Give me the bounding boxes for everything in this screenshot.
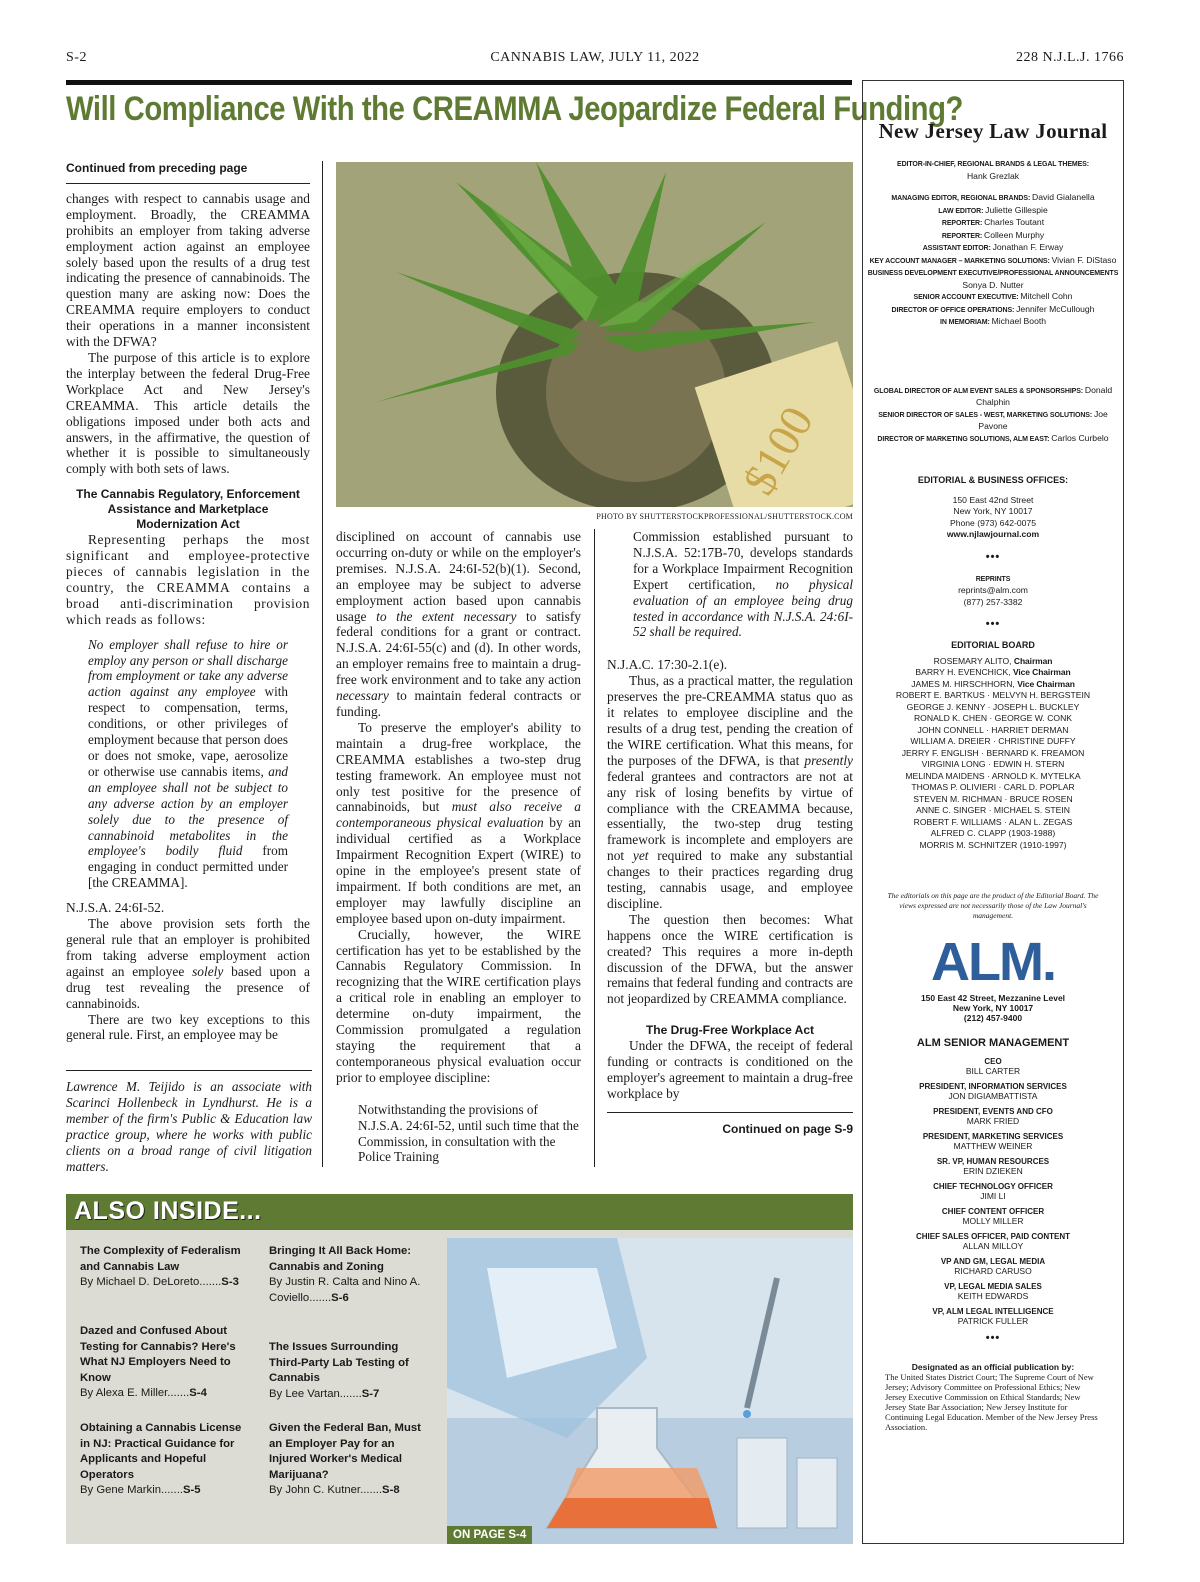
page-number: S-2 xyxy=(66,50,87,65)
staff-title: REPORTER: xyxy=(941,232,984,240)
paragraph: Representing perhaps the most significant and employee-protective pieces of cannabis legislation in the country, the CREAMMA contains a broad anti-discrimination provision which reads as follows: xyxy=(66,532,310,627)
staff-line xyxy=(863,304,1123,317)
management-name: KEITH EDWARDS xyxy=(957,1291,1029,1301)
board-member xyxy=(863,817,1123,829)
staff-title: REPORTER: xyxy=(941,220,985,227)
staff-name: Carlos Curbelo xyxy=(1051,432,1109,443)
paragraph: Thus, as a practical matter, the regulation preserves the pre-CREAMMA status quo as it relates to employee discipline and the results of a drug test, pending the creation of the WIRE certification. What this means, for the purposes of the DFWA, is that presently federal grantees and contractors are not at any risk of losing benefits by virtue of compliance with the CREAMMA because, essentially, the two-step drug testing framework is incomplete and employers are not yet required to make any substantial changes to their practices regarding drug testing, cannabis usage, and employee discipline. xyxy=(607,673,853,911)
board-name: JAMES M. HIRSCHHORN, xyxy=(911,678,1018,689)
management-name: BILL CARTER xyxy=(965,1066,1021,1076)
alm-address xyxy=(863,993,1123,1023)
staff-block: EDITOR-IN-CHIEF, REGIONAL BRANDS & LEGAL THEMES: Hank Grezlak xyxy=(897,161,1089,181)
board-member xyxy=(863,828,1123,840)
page-ref: S-5 xyxy=(182,1484,201,1497)
board-member xyxy=(863,771,1123,783)
management-title-line: PRESIDENT, EVENTS AND CFO xyxy=(933,1107,1053,1116)
address-line: New York, NY 10017 xyxy=(952,1003,1034,1013)
also-inside-byline xyxy=(80,1275,243,1291)
sales-staff-list xyxy=(863,385,1123,446)
management-title-line: VP, ALM LEGAL INTELLIGENCE xyxy=(932,1307,1054,1316)
block-quote: Notwithstanding the provisions of N.J.S.A. 24:6I-52, until such time that the Commission, in consultation with the Police Training xyxy=(358,1101,579,1165)
staff-title: DIRECTOR OF OFFICE OPERATIONS: xyxy=(891,306,1017,314)
photo-credit: PHOTO BY SHUTTERSTOCKPROFESSIONAL/SHUTTERSTOCK.COM xyxy=(596,512,853,521)
also-inside-byline xyxy=(269,1275,432,1306)
management-title-line: VP AND GM, LEGAL MEDIA xyxy=(940,1257,1046,1266)
staff-line xyxy=(863,316,1123,329)
also-inside-item[interactable] xyxy=(80,1244,243,1291)
staff-line xyxy=(863,291,1123,304)
staff-line xyxy=(863,255,1123,268)
author: By Justin R. Calta and Nino A. Coviello xyxy=(269,1276,421,1304)
staff-title: GLOBAL DIRECTOR OF ALM EVENT SALES & SPONSORSHIPS: xyxy=(873,387,1085,395)
alm-logo: ALM. xyxy=(931,932,1055,992)
page-ref: S-8 xyxy=(382,1484,400,1497)
board-name: ROBERT E. BARTKUS · MELVYN H. BERGSTEIN xyxy=(895,690,1091,700)
dot-leader: ....... xyxy=(360,1484,383,1497)
column-divider xyxy=(322,161,323,1167)
paragraph: The purpose of this article is to explore the interplay between the federal Drug-Free Workplace Act and New Jersey's CREAMMA. This article details the obligations imposed under both acts and answers, in the affirmative, the question of whether it is possible to simultaneously comply with both sets of laws. xyxy=(66,349,310,477)
board-name: MORRIS M. SCHNITZER (1910-1997) xyxy=(919,839,1067,850)
page-ref: S-7 xyxy=(361,1387,380,1400)
board-member xyxy=(863,656,1123,668)
board-name: JOHN CONNELL · HARRIET DERMAN xyxy=(917,724,1069,735)
staff-name: Donald Chalphin xyxy=(976,384,1113,407)
board-name: ALFRED C. CLAPP (1903-1988) xyxy=(930,828,1056,838)
management-name: PATRICK FULLER xyxy=(957,1316,1029,1326)
staff-title: SENIOR DIRECTOR OF SALES - WEST, MARKETING SOLUTIONS: xyxy=(878,411,1094,419)
on-page-tag: ON PAGE S-4 xyxy=(447,1526,532,1544)
board-member xyxy=(863,702,1123,714)
staff-name: Michael Booth xyxy=(991,316,1047,326)
board-name: MELINDA MAIDENS · ARNOLD K. MYTELKA xyxy=(905,770,1081,781)
staff-block: BUSINESS DEVELOPMENT EXECUTIVE/PROFESSIONAL ANNOUNCEMENTS Sonya D. Nutter xyxy=(867,270,1119,290)
staff-name: David Gialanella xyxy=(1032,192,1095,202)
board-name: ROSEMARY ALITO, xyxy=(933,655,1014,666)
staff-line xyxy=(863,192,1123,205)
management-name: JIMI LI xyxy=(980,1191,1006,1201)
paragraph: The above provision sets forth the general rule that an employer is prohibited from taking adverse employment action against an employee solely based upon a drug test revealing the presence of cannabinoids. xyxy=(66,916,310,1011)
also-inside-title: The Complexity of Federalism and Cannabis Law xyxy=(80,1245,241,1273)
reprints-block: REPRINTS reprints@alm.com (877) 257-3382 xyxy=(863,573,1123,609)
also-inside-panel xyxy=(66,1194,853,1544)
top-rule xyxy=(66,80,852,85)
board-member xyxy=(863,759,1123,771)
staff-line xyxy=(863,409,1123,433)
separator-dots: ••• xyxy=(985,1332,1001,1344)
management-title-line: PRESIDENT, INFORMATION SERVICES xyxy=(919,1082,1067,1091)
management-name: ERIN DZIEKEN xyxy=(963,1166,1023,1176)
address-line: 150 East 42 Street, Mezzanine Level xyxy=(920,993,1066,1003)
dot-leader: ....... xyxy=(339,1387,362,1400)
also-inside-byline xyxy=(269,1387,432,1403)
board-name: STEVEN M. RICHMAN · BRUCE ROSEN xyxy=(913,793,1073,804)
also-inside-item[interactable] xyxy=(269,1244,432,1306)
dot-leader: ....... xyxy=(309,1291,332,1304)
also-inside-item[interactable] xyxy=(269,1421,432,1499)
board-role: Chairman xyxy=(1013,655,1053,666)
staff-name: Colleen Murphy xyxy=(983,229,1045,240)
staff-line xyxy=(863,217,1123,230)
board-name: ROBERT F. WILLIAMS · ALAN L. ZEGAS xyxy=(913,816,1073,827)
block-quote: No employer shall refuse to hire or employ any person or shall discharge from employment or take any adverse action against any employee with respect to compensation, terms, conditions, or other privileges of employment because that person does or does not smoke, vape, aerosolize or otherwise use cannabis items, and an employee shall not be subject to any adverse action by an employer solely due to the presence of cannabinoid metabolites in the employee's bodily fluid from engaging in conduct permitted under [the CREAMMA]. xyxy=(88,636,288,891)
staff-title: IN MEMORIAM: xyxy=(939,319,992,326)
board-member xyxy=(863,736,1123,748)
article-headline: Will Compliance With the CREAMMA Jeopardize Federal Funding? xyxy=(66,90,963,128)
paragraph: The question then becomes: What happens once the WIRE certification is created? This requires a more in-depth discussion of the DFWA, but the answer remains that federal funding and contracts are not jeopardized by CREAMMA compliance. xyxy=(607,911,853,1007)
paragraph: Under the DFWA, the receipt of federal funding or contracts is conditioned on the employer's agreement to maintain a drug-free workplace by xyxy=(607,1038,853,1101)
board-member xyxy=(863,667,1123,679)
management-title-line: CHIEF CONTENT OFFICER xyxy=(941,1207,1045,1216)
staff-line xyxy=(863,385,1123,409)
board-member xyxy=(863,690,1123,702)
author: By Lee Vartan xyxy=(269,1387,340,1400)
article-column-3 xyxy=(607,529,853,1138)
author: By John C. Kutner xyxy=(269,1484,361,1497)
board-role: Vice Chairman xyxy=(1017,678,1075,689)
board-name: VIRGINIA LONG · EDWIN H. STERN xyxy=(921,759,1065,769)
board-member xyxy=(863,748,1123,760)
staff-name: Jonathan F. Erway xyxy=(992,242,1064,252)
board-name: ANNE C. SINGER · MICHAEL S. STEIN xyxy=(916,805,1070,815)
management-title: ALM SENIOR MANAGEMENT xyxy=(916,1037,1070,1049)
masthead-sidebar xyxy=(862,80,1124,1544)
page-ref: S-4 xyxy=(189,1387,207,1400)
paragraph: Crucially, however, the WIRE certification has yet to be established by the Cannabis Regulatory Commission. In recognizing that the WIRE certification plays a critical role in enabling an employer to determine on-duty impairment, the Commission promulgated a regulation staying the requirement that a contemporaneous physical evaluation occur prior to employee discipline: xyxy=(336,926,581,1085)
also-inside-title: Given the Federal Ban, Must an Employer Pay for an Injured Worker's Medical Marijuana? xyxy=(269,1422,421,1481)
also-inside-byline xyxy=(269,1483,432,1499)
section-subhead: The Cannabis Regulatory, Enforcement Assistance and Marketplace Modernization Act xyxy=(76,487,300,532)
board-name: RONALD K. CHEN · GEORGE W. CONK xyxy=(913,713,1073,723)
staff-line xyxy=(863,242,1123,255)
author: By Michael D. DeLoreto xyxy=(80,1276,200,1289)
reprints-phone: (877) 257-3382 xyxy=(963,596,1023,607)
svg-text:$100: $100 xyxy=(732,397,823,503)
citation: 228 N.J.L.J. 1766 xyxy=(1015,50,1124,65)
board-role: Vice Chairman xyxy=(1012,667,1071,677)
management-name: ALLAN MILLOY xyxy=(962,1241,1024,1251)
citation-line: N.J.A.C. 17:30-2.1(e). xyxy=(607,657,728,673)
board-name: THOMAS P. OLIVIERI · CARL D. POPLAR xyxy=(911,782,1075,792)
board-member xyxy=(863,840,1123,852)
management-name: MARK FRIED xyxy=(966,1116,1020,1126)
continued-on[interactable]: Continued on page S-9 xyxy=(607,1112,853,1138)
also-inside-title: Bringing It All Back Home: Cannabis and Zoning xyxy=(269,1245,412,1273)
also-inside-item[interactable] xyxy=(80,1421,243,1499)
page-ref: S-3 xyxy=(221,1276,239,1289)
issue-date: CANNABIS LAW, JULY 11, 2022 xyxy=(490,50,700,65)
offices-block: EDITORIAL & BUSINESS OFFICES: 150 East 42nd Street New York, NY 10017 Phone (973) 642-0075 www.njlawjournal.com xyxy=(863,475,1123,541)
staff-title: KEY ACCOUNT MANAGER – MARKETING SOLUTIONS: xyxy=(869,257,1052,265)
also-inside-title: Obtaining a Cannabis License in NJ: Practical Guidance for Applicants and Hopeful Operators xyxy=(80,1422,242,1481)
staff-title: MANAGING EDITOR, REGIONAL BRANDS: xyxy=(891,195,1033,202)
author: By Alexa E. Miller xyxy=(80,1387,168,1400)
running-header xyxy=(66,50,1124,68)
board-member xyxy=(863,725,1123,737)
article-column-2 xyxy=(336,529,581,1165)
paragraph: changes with respect to cannabis usage and employment. Broadly, the CREAMMA prohibits an employer from taking adverse employment action against an employee solely based upon the results of a drug test indicating the presence of cannabinoids. The question many are asking now: Does the CREAMMA require employers to conduct their operations in a manner inconsistent with the DFWA? xyxy=(66,190,310,350)
office-line: 150 East 42nd Street xyxy=(952,494,1034,505)
also-inside-byline xyxy=(80,1483,243,1499)
website-link[interactable]: www.njlawjournal.com xyxy=(946,529,1040,539)
board-name: GEORGE J. KENNY · JOSEPH L. BUCKLEY xyxy=(906,701,1080,712)
editorial-disclaimer: The editorials on this page are the product of the Editorial Board. The views expressed are not necessarily those of the Law Journal's management. xyxy=(887,891,1099,920)
staff-title: SENIOR ACCOUNT EXECUTIVE: xyxy=(913,294,1021,301)
management-title-line: CEO xyxy=(984,1057,1002,1066)
lab-testing-photo xyxy=(447,1238,853,1544)
reprints-email[interactable]: reprints@alm.com xyxy=(958,585,1028,595)
staff-name: Joe Pavone xyxy=(978,408,1108,431)
staff-line xyxy=(863,230,1123,243)
management-title-line: SR. VP, HUMAN RESOURCES xyxy=(936,1157,1050,1166)
board-name: WILLIAM A. DREIER · CHRISTINE DUFFY xyxy=(910,736,1076,746)
also-inside-item[interactable] xyxy=(269,1340,432,1402)
paragraph: To preserve the employer's ability to maintain a drug-free workplace, the CREAMMA establishes a two-step drug testing framework. An employee must not only test positive for the presence of cannabinoids, but must also receive a contemporaneous physical evaluation by an individual certified as a Workplace Impairment Recognition Expert (WIRE) to opine in the employee's present state of impairment. If both conditions are met, an employer may lawfully discipline an employee based upon on-duty impairment. xyxy=(336,719,581,926)
board-member xyxy=(863,782,1123,794)
publication-masthead: New Jersey Law Journal xyxy=(878,119,1108,143)
also-inside-banner: ALSO INSIDE... xyxy=(66,1194,853,1230)
management-name: MATTHEW WEINER xyxy=(953,1141,1033,1151)
page-ref: S-6 xyxy=(331,1291,349,1304)
paragraph: There are two key exceptions to this general rule. First, an employee may be xyxy=(66,1011,310,1043)
also-inside-title: Dazed and Confused About Testing for Cannabis? Here's What NJ Employers Need to Know xyxy=(80,1325,236,1384)
board-name: BARRY H. EVENCHICK, xyxy=(915,667,1013,677)
designated-text: The United States District Court; The Supreme Court of New Jersey; Advisory Committee on Professional Ethics; New Jersey Executive Commission on Ethical Standards; New Jersey State Bar Association; New Jersey Institute for Continuing Legal Education. Member of the New Jersey Press Association. xyxy=(885,1372,1098,1432)
dot-leader: ....... xyxy=(199,1276,222,1289)
board-name: JERRY F. ENGLISH · BERNARD K. FREAMON xyxy=(901,747,1085,758)
editorial-board: EDITORIAL BOARD ROSEMARY ALITO, Chairman BARRY H. EVENCHICK, Vice Chairman JAMES M. HIRSCHHORN, Vice Chairman ROBERT E. BARTKUS · MELVYN H. BERGSTEIN GEORGE J. KENNY · JOSEPH L. BUCKLEY RONALD K. CHEN · GEORGE W. CONK JOHN CONNELL · HARRIET DERMAN WILLIAM A. DREIER · CHRISTINE DUFFY JERRY F. ENGLISH · BERNARD K. FREAMON VIRGINIA LONG · EDWIN H. STERN MELINDA MAIDENS · ARNOLD K. MYTELKA THOMAS P. OLIVIERI · CARL D. POPLAR STEVEN M. RICHMAN · BRUCE ROSEN ANNE C. SINGER · MICHAEL S. STEIN ROBERT F. WILLIAMS · ALAN L. ZEGAS ALFRED C. CLAPP (1903-1988) MORRIS M. SCHNITZER (1910-1997) xyxy=(863,640,1123,851)
staff-title: DIRECTOR OF MARKETING SOLUTIONS, ALM EAST: xyxy=(877,435,1052,443)
staff-name: Vivian F. DiStaso xyxy=(1051,254,1117,265)
continued-from: Continued from preceding page xyxy=(66,161,310,184)
staff-name: Jennifer McCullough xyxy=(1016,303,1095,314)
management-title-line: CHIEF SALES OFFICER, PAID CONTENT xyxy=(915,1232,1071,1241)
author-bio: Lawrence M. Teijido is an associate with Scarinci Hollenbeck in Lyndhurst. He is a member of the firm's Public & Education law practice group, where he works with public clients on a broad range of civil litigation matters. xyxy=(66,1070,312,1174)
staff-title: ASSISTANT EDITOR: xyxy=(922,245,993,252)
staff-title: LAW EDITOR: xyxy=(938,207,986,215)
management-name: JON DIGIAMBATTISTA xyxy=(948,1091,1038,1101)
staff-list xyxy=(863,192,1123,267)
dot-leader: ....... xyxy=(161,1484,183,1497)
staff-name: Mitchell Cohn xyxy=(1020,291,1073,301)
cannabis-money-photo xyxy=(336,162,853,507)
management-name: MOLLY MILLER xyxy=(962,1216,1024,1226)
block-quote: Commission established pursuant to N.J.S.A. 52:17B-70, develops standards for a Workplace Impairment Recognition Expert certification, no physical evaluation of an employee being drug tested in accordance with N.J.S.A. 24:6I-52 shall be required. xyxy=(633,529,853,640)
management-list xyxy=(863,1057,1123,1326)
office-line: Phone (973) 642-0075 xyxy=(949,517,1036,528)
office-line: New York, NY 10017 xyxy=(953,506,1033,516)
staff-list xyxy=(863,291,1123,329)
column-divider xyxy=(594,529,595,1167)
dot-leader: ....... xyxy=(167,1387,190,1400)
citation-line: N.J.S.A. 24:6I-52. xyxy=(66,900,165,916)
board-member xyxy=(863,713,1123,725)
also-inside-title: The Issues Surrounding Third-Party Lab Testing of Cannabis xyxy=(269,1341,409,1385)
article-column-1 xyxy=(66,161,310,1043)
staff-name: Juliette Gillespie xyxy=(985,204,1048,215)
separator-dots: ••• xyxy=(985,550,1001,563)
author: By Gene Markin xyxy=(80,1484,161,1497)
also-inside-byline xyxy=(80,1386,243,1402)
management-title-line: CHIEF TECHNOLOGY OFFICER xyxy=(933,1182,1053,1191)
staff-line xyxy=(863,433,1123,446)
staff-name: Charles Toutant xyxy=(984,217,1045,227)
separator-dots: ••• xyxy=(985,618,1001,630)
designated-title: Designated as an official publication by: xyxy=(911,1362,1075,1372)
board-member xyxy=(863,794,1123,806)
board-member xyxy=(863,679,1123,691)
management-name: RICHARD CARUSO xyxy=(954,1266,1032,1276)
section-subhead: The Drug-Free Workplace Act xyxy=(645,1023,815,1038)
board-member xyxy=(863,805,1123,817)
management-title-line: VP, LEGAL MEDIA SALES xyxy=(944,1282,1042,1291)
address-line: (212) 457-9400 xyxy=(963,1013,1023,1023)
paragraph: disciplined on account of cannabis use occurring on-duty or while on the employer's premises. N.J.S.A. 24:6I-52(b)(1). Second, an employee may be subject to adverse employment action based upon cannabis usage to the extent necessary to satisfy federal conditions for a grant or contract. N.J.S.A. 24:6I-55(c) and (d). In other words, an employer remains free to maintain a drug-free work environment and to take any action necessary to maintain federal contracts or funding. xyxy=(336,529,581,719)
staff-line xyxy=(863,205,1123,218)
management-title-line: PRESIDENT, MARKETING SERVICES xyxy=(922,1132,1064,1141)
also-inside-item[interactable] xyxy=(80,1324,243,1402)
